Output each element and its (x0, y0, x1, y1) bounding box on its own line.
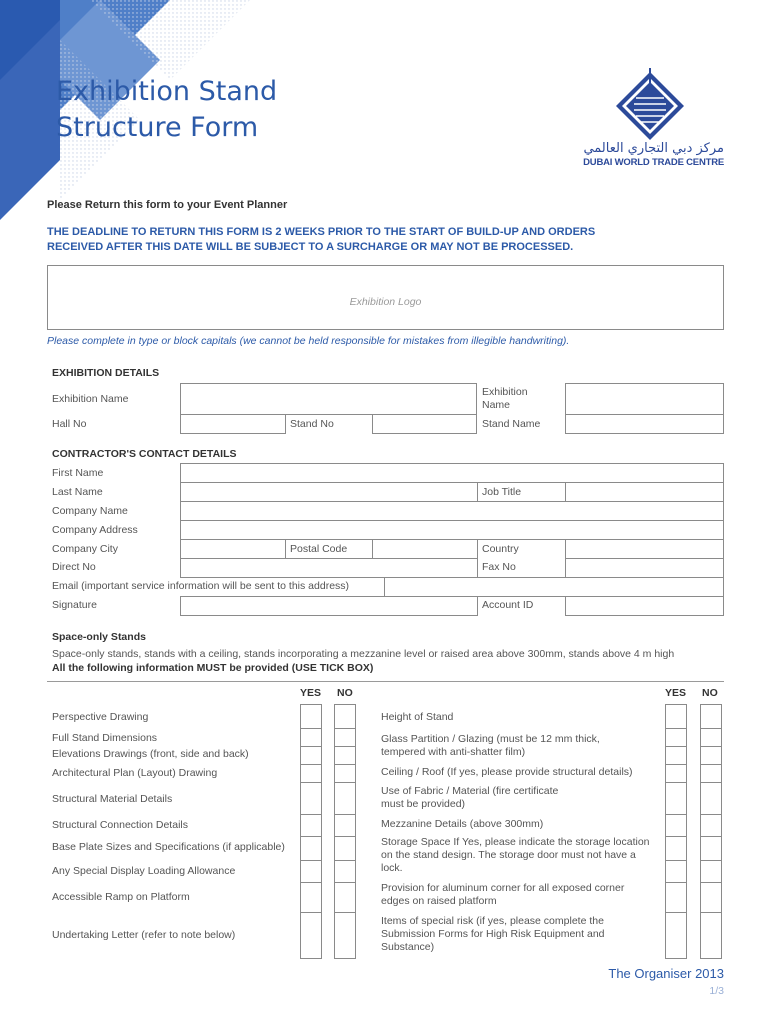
tick-no-left[interactable] (334, 912, 356, 959)
company-name-label: Company Name (52, 505, 128, 517)
tick-no-right[interactable] (700, 860, 722, 883)
stand-no-label: Stand No (290, 418, 334, 430)
title-line-2: Structure Form (56, 112, 259, 143)
stand-no-field[interactable] (372, 414, 477, 434)
stand-name-label: Stand Name (482, 418, 541, 430)
tick-no-left[interactable] (334, 746, 356, 765)
deadline-line-1: THE DEADLINE TO RETURN THIS FORM IS 2 WEEKS PRIOR TO THE START OF BUILD-UP AND ORDERS (47, 226, 596, 238)
tick-no-right[interactable] (700, 704, 722, 729)
direct-no-field[interactable] (180, 558, 478, 578)
right-item: Height of Stand (381, 711, 454, 723)
deadline-line-2: RECEIVED AFTER THIS DATE WILL BE SUBJECT TO A SURCHARGE OR MAY NOT BE PROCESSED. (47, 241, 574, 253)
left-item: Any Special Display Loading Allowance (52, 865, 236, 877)
tick-yes-left[interactable] (300, 860, 322, 883)
logo-placeholder: Exhibition Logo (349, 296, 422, 308)
tick-no-left[interactable] (334, 836, 356, 861)
right-item: Ceiling / Roof (If yes, please provide structural details) (381, 766, 633, 778)
left-item: Base Plate Sizes and Specifications (if applicable) (52, 841, 285, 853)
title-line-1: Exhibition Stand (56, 76, 278, 107)
left-item: Accessible Ramp on Platform (52, 891, 190, 903)
tick-no-right[interactable] (700, 912, 722, 959)
left-item: Structural Connection Details (52, 819, 188, 831)
postal-code-field[interactable] (372, 539, 478, 559)
right-item: Provision for aluminum corner for all exposed corner edges on raised platform (381, 882, 625, 907)
tick-yes-right[interactable] (665, 882, 687, 913)
company-address-field[interactable] (180, 520, 724, 540)
tick-yes-left[interactable] (300, 912, 322, 959)
country-label: Country (482, 543, 519, 555)
dwtc-logo-mark (572, 68, 726, 140)
tick-yes-right[interactable] (665, 836, 687, 861)
left-item: Architectural Plan (Layout) Drawing (52, 767, 218, 779)
hall-no-label: Hall No (52, 418, 87, 430)
tick-yes-right[interactable] (665, 814, 687, 837)
tick-no-left[interactable] (334, 882, 356, 913)
tick-yes-left[interactable] (300, 728, 322, 747)
last-name-field[interactable] (180, 482, 478, 502)
tick-no-right[interactable] (700, 746, 722, 765)
left-item: Undertaking Letter (refer to note below) (52, 929, 236, 941)
no-header-left: NO (337, 687, 353, 699)
first-name-field[interactable] (180, 463, 724, 483)
tick-no-left[interactable] (334, 764, 356, 783)
tick-no-right[interactable] (700, 814, 722, 837)
logo-arabic-text: مركز دبي التجاري العالمي (583, 141, 724, 156)
tick-no-left[interactable] (334, 782, 356, 815)
tick-no-left[interactable] (334, 860, 356, 883)
company-name-field[interactable] (180, 501, 724, 521)
left-item: Perspective Drawing (52, 711, 149, 723)
tick-no-right[interactable] (700, 882, 722, 913)
space-only-heading: Space-only Stands (52, 631, 146, 643)
complete-note: Please complete in type or block capitals (we cannot be held responsible for mistakes from illegible handwriting). (47, 335, 570, 347)
left-item: Structural Material Details (52, 793, 173, 805)
first-name-label: First Name (52, 467, 104, 479)
tick-no-left[interactable] (334, 704, 356, 729)
tick-yes-left[interactable] (300, 704, 322, 729)
space-only-description: Space-only stands, stands with a ceiling, stands incorporating a mezzanine level or raised area above 300mm, stands above 4 m high (52, 648, 675, 660)
divider (47, 681, 724, 682)
postal-code-label: Postal Code (290, 543, 348, 555)
organiser-footer: The Organiser 2013 (608, 966, 724, 981)
account-id-field[interactable] (565, 596, 724, 616)
right-item: Glass Partition / Glazing (must be 12 mm thick, tempered with anti-shatter film) (381, 733, 600, 758)
no-header-right: NO (702, 687, 718, 699)
last-name-label: Last Name (52, 486, 103, 498)
tick-no-left[interactable] (334, 814, 356, 837)
return-note: Please Return this form to your Event Planner (47, 199, 288, 211)
hall-no-field[interactable] (180, 414, 286, 434)
left-item: Elevations Drawings (front, side and back) (52, 748, 249, 760)
fax-no-field[interactable] (565, 558, 724, 578)
tick-yes-left[interactable] (300, 882, 322, 913)
tick-yes-left[interactable] (300, 764, 322, 783)
tick-box-instruction: All the following information MUST be provided (USE TICK BOX) (52, 662, 374, 674)
tick-yes-left[interactable] (300, 814, 322, 837)
tick-yes-right[interactable] (665, 704, 687, 729)
right-item: Mezzanine Details (above 300mm) (381, 818, 544, 830)
tick-yes-left[interactable] (300, 782, 322, 815)
tick-yes-left[interactable] (300, 746, 322, 765)
job-title-label: Job Title (482, 486, 522, 498)
stand-name-field[interactable] (565, 414, 724, 434)
exhibition-details-heading: EXHIBITION DETAILS (52, 367, 160, 379)
tick-no-right[interactable] (700, 836, 722, 861)
direct-no-label: Direct No (52, 561, 96, 573)
tick-yes-right[interactable] (665, 860, 687, 883)
exhibition-name-right-field[interactable] (565, 383, 724, 415)
right-item: Storage Space If Yes, please indicate the storage location on the stand design. The storage door must not have a lock. (381, 836, 650, 874)
yes-header-left: YES (300, 687, 322, 699)
logo-english-text: DUBAI WORLD TRADE CENTRE (583, 157, 724, 168)
account-id-label: Account ID (482, 599, 534, 611)
email-label: Email (important service information will be sent to this address) (52, 580, 350, 592)
contractor-heading: CONTRACTOR'S CONTACT DETAILS (52, 448, 237, 460)
signature-field[interactable] (180, 596, 478, 616)
fax-no-label: Fax No (482, 561, 516, 573)
signature-label: Signature (52, 599, 97, 611)
company-city-field[interactable] (180, 539, 286, 559)
tick-yes-right[interactable] (665, 728, 687, 747)
tick-yes-right[interactable] (665, 746, 687, 765)
tick-no-right[interactable] (700, 728, 722, 747)
right-item: Use of Fabric / Material (fire certificate must be provided) (381, 785, 559, 810)
form-title (56, 74, 277, 146)
company-city-label: Company City (52, 543, 118, 555)
left-item: Full Stand Dimensions (52, 732, 158, 744)
job-title-field[interactable] (565, 482, 724, 502)
exhibition-name-field[interactable] (180, 383, 477, 415)
page-number: 1/3 (709, 985, 724, 997)
exhibition-name-right-label: Exhibition Name (482, 386, 528, 411)
yes-header-right: YES (665, 687, 687, 699)
country-field[interactable] (565, 539, 724, 559)
tick-no-left[interactable] (334, 728, 356, 747)
tick-yes-right[interactable] (665, 764, 687, 783)
email-field[interactable] (384, 577, 724, 597)
exhibition-logo-box[interactable] (47, 265, 724, 330)
tick-yes-right[interactable] (665, 782, 687, 815)
tick-yes-right[interactable] (665, 912, 687, 959)
exhibition-name-label: Exhibition Name (52, 393, 129, 405)
tick-no-right[interactable] (700, 764, 722, 783)
tick-yes-left[interactable] (300, 836, 322, 861)
right-item: Items of special risk (if yes, please complete the Submission Forms for High Risk Equipment and Substance) (381, 915, 605, 953)
tick-no-right[interactable] (700, 782, 722, 815)
company-address-label: Company Address (52, 524, 138, 536)
